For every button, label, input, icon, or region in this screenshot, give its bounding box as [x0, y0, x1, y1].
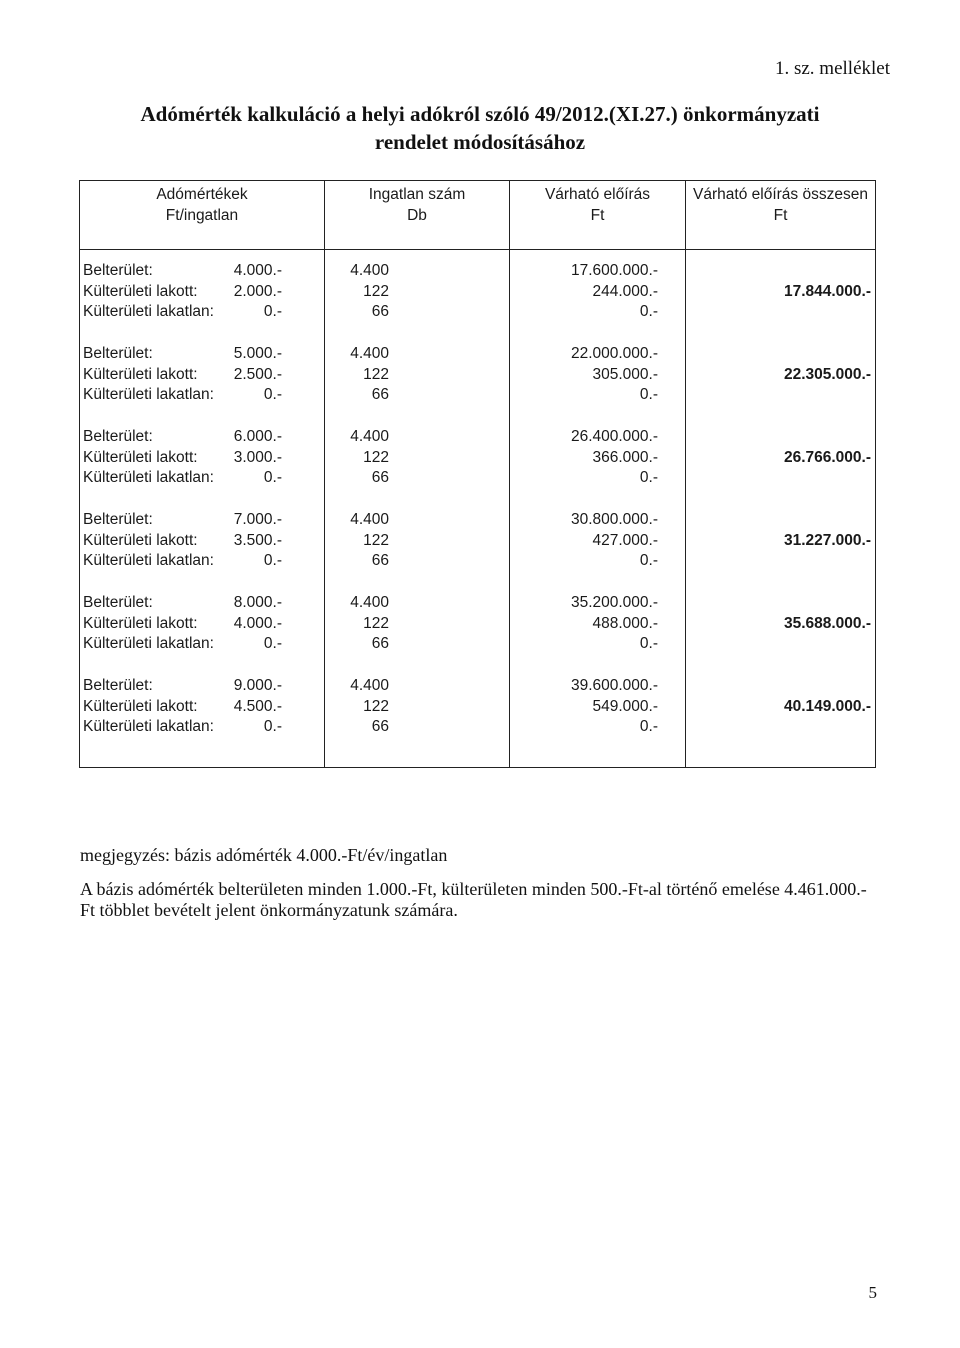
rate-line: [80, 344, 324, 365]
annex-label: 1. sz. melléklet: [774, 58, 890, 79]
expected-group: [510, 261, 685, 344]
page-number: 5: [868, 1283, 877, 1302]
tax-rates-column: [80, 250, 325, 768]
rate-line: [80, 531, 324, 552]
table-header-row: [80, 181, 876, 250]
rate-line: [80, 634, 324, 655]
expected-levy: 26.400.000.-: [570, 428, 658, 445]
rate-label: Belterület:: [83, 511, 153, 528]
rate-line: [80, 261, 324, 282]
rate-group: [80, 510, 324, 593]
expected-levy: 0.-: [639, 718, 658, 735]
rate-line: [80, 717, 324, 738]
expected-levy: 30.800.000.-: [570, 511, 658, 528]
expected-group: [510, 344, 685, 427]
rate-line: [80, 614, 324, 635]
property-count: 4.400: [350, 345, 389, 362]
property-count: 122: [363, 282, 389, 300]
property-count: 122: [363, 365, 389, 383]
tax-calculation-table: [79, 180, 876, 768]
title-line-2: rendelet módosításához: [374, 130, 586, 154]
rate-value: 4.500.-: [233, 697, 282, 715]
rate-line: [80, 302, 324, 323]
rate-label: Külterületi lakott:: [83, 365, 198, 383]
property-count: 66: [371, 469, 389, 486]
total-group: [686, 344, 875, 427]
rate-value: 4.000.-: [233, 614, 282, 632]
rate-value: 2.000.-: [233, 282, 282, 300]
header-tax-rates-line2: Ft/ingatlan: [165, 207, 239, 224]
rate-value: 7.000.-: [233, 511, 282, 528]
rate-group: [80, 344, 324, 427]
expected-group: [510, 593, 685, 676]
rate-label: Külterületi lakatlan:: [83, 718, 214, 735]
rate-line: [80, 448, 324, 469]
count-group: [325, 593, 509, 676]
count-group: [325, 676, 509, 759]
table-body-row: [80, 250, 876, 768]
expected-levy: 427.000.-: [592, 531, 658, 549]
rate-value: 0.-: [263, 552, 282, 569]
rate-label: Külterületi lakott:: [83, 614, 198, 632]
rate-value: 5.000.-: [233, 345, 282, 362]
rate-label: Belterület:: [83, 262, 153, 279]
property-count: 66: [371, 552, 389, 569]
title-line-1: Adómérték kalkuláció a helyi adókról szóló 49/2012.(XI.27.) önkormányzati: [140, 102, 820, 126]
expected-levy: 305.000.-: [592, 365, 658, 383]
rate-line: [80, 593, 324, 614]
header-property-count: [325, 181, 510, 250]
rate-label: Külterületi lakott:: [83, 282, 198, 300]
rate-value: 0.-: [263, 386, 282, 403]
property-count-column: [325, 250, 510, 768]
group-total: 40.149.000.-: [783, 697, 871, 715]
rate-label: Külterületi lakatlan:: [83, 552, 214, 569]
property-count: 4.400: [350, 511, 389, 528]
rate-value: 0.-: [263, 469, 282, 486]
expected-levy: 549.000.-: [592, 697, 658, 715]
rate-label: Külterületi lakatlan:: [83, 303, 214, 320]
rate-line: [80, 385, 324, 406]
rate-value: 6.000.-: [233, 428, 282, 445]
property-count: 122: [363, 448, 389, 466]
expected-levy-column: [510, 250, 686, 768]
expected-group: [510, 427, 685, 510]
expected-group: [510, 676, 685, 759]
header-expected-levy-line1: Várható előírás: [544, 186, 651, 203]
rate-group: [80, 676, 324, 759]
rate-line: [80, 676, 324, 697]
expected-levy: 0.-: [639, 635, 658, 652]
header-expected-levy: [510, 181, 686, 250]
rate-label: Külterületi lakatlan:: [83, 469, 214, 486]
group-total: 17.844.000.-: [783, 282, 871, 300]
rate-label: Belterület:: [83, 677, 153, 694]
rate-line: [80, 468, 324, 489]
count-group: [325, 261, 509, 344]
property-count: 4.400: [350, 262, 389, 279]
count-group: [325, 427, 509, 510]
property-count: 4.400: [350, 594, 389, 611]
count-group: [325, 510, 509, 593]
note-base-rate: megjegyzés: bázis adómérték 4.000.-Ft/év/ingatlan: [80, 845, 448, 865]
header-property-count-line1: Ingatlan szám: [368, 186, 466, 203]
rate-label: Külterületi lakatlan:: [83, 635, 214, 652]
rate-value: 2.500.-: [233, 365, 282, 383]
rate-label: Külterületi lakott:: [83, 531, 198, 549]
rate-label: Belterület:: [83, 594, 153, 611]
rate-line: [80, 551, 324, 572]
rate-label: Külterületi lakott:: [83, 448, 198, 466]
expected-levy: 488.000.-: [592, 614, 658, 632]
total-group: [686, 261, 875, 344]
property-count: 4.400: [350, 677, 389, 694]
header-expected-total-line2: Ft: [773, 207, 788, 224]
rate-label: Belterület:: [83, 345, 153, 362]
rate-group: [80, 261, 324, 344]
rate-value: 3.500.-: [233, 531, 282, 549]
header-property-count-line2: Db: [407, 207, 427, 224]
expected-levy: 17.600.000.-: [570, 262, 658, 279]
rate-group: [80, 593, 324, 676]
rate-line: [80, 697, 324, 718]
expected-levy: 22.000.000.-: [570, 345, 658, 362]
group-total: 22.305.000.-: [783, 365, 871, 383]
expected-total-column: [686, 250, 876, 768]
expected-levy: 244.000.-: [592, 282, 658, 300]
rate-line: [80, 427, 324, 448]
rate-line: [80, 365, 324, 386]
rate-label: Külterületi lakott:: [83, 697, 198, 715]
expected-levy: 0.-: [639, 386, 658, 403]
rate-line: [80, 282, 324, 303]
header-tax-rates: [80, 181, 325, 250]
rate-label: Belterület:: [83, 428, 153, 445]
expected-levy: 35.200.000.-: [570, 594, 658, 611]
count-group: [325, 344, 509, 427]
property-count: 122: [363, 614, 389, 632]
rate-value: 0.-: [263, 635, 282, 652]
property-count: 4.400: [350, 428, 389, 445]
total-group: [686, 427, 875, 510]
rate-value: 0.-: [263, 718, 282, 735]
expected-levy: 366.000.-: [592, 448, 658, 466]
header-expected-levy-line2: Ft: [590, 207, 605, 224]
header-tax-rates-line1: Adómértékek: [156, 186, 248, 203]
property-count: 66: [371, 718, 389, 735]
expected-levy: 0.-: [639, 469, 658, 486]
property-count: 122: [363, 697, 389, 715]
group-total: 35.688.000.-: [783, 614, 871, 632]
rate-value: 4.000.-: [233, 262, 282, 279]
expected-levy: 0.-: [639, 552, 658, 569]
expected-group: [510, 510, 685, 593]
rate-value: 8.000.-: [233, 594, 282, 611]
group-total: 31.227.000.-: [783, 531, 871, 549]
note-revenue-increase: A bázis adómérték belterületen minden 1.000.-Ft, külterületen minden 500.-Ft-al történő emelése 4.461.000.-Ft többlet bevételt jelent önkormányzatunk számára.: [80, 879, 867, 920]
rate-group: [80, 427, 324, 510]
total-group: [686, 593, 875, 676]
rate-value: 0.-: [263, 303, 282, 320]
property-count: 66: [371, 635, 389, 652]
property-count: 66: [371, 303, 389, 320]
header-expected-total-line1: Várható előírás összesen: [693, 186, 868, 203]
total-group: [686, 510, 875, 593]
rate-label: Külterületi lakatlan:: [83, 386, 214, 403]
document-title: [70, 100, 890, 156]
property-count: 66: [371, 386, 389, 403]
group-total: 26.766.000.-: [783, 448, 871, 466]
expected-levy: 39.600.000.-: [570, 677, 658, 694]
header-expected-total: [686, 181, 876, 250]
expected-levy: 0.-: [639, 303, 658, 320]
rate-line: [80, 510, 324, 531]
rate-value: 9.000.-: [233, 677, 282, 694]
rate-value: 3.000.-: [233, 448, 282, 466]
total-group: [686, 676, 875, 759]
property-count: 122: [363, 531, 389, 549]
